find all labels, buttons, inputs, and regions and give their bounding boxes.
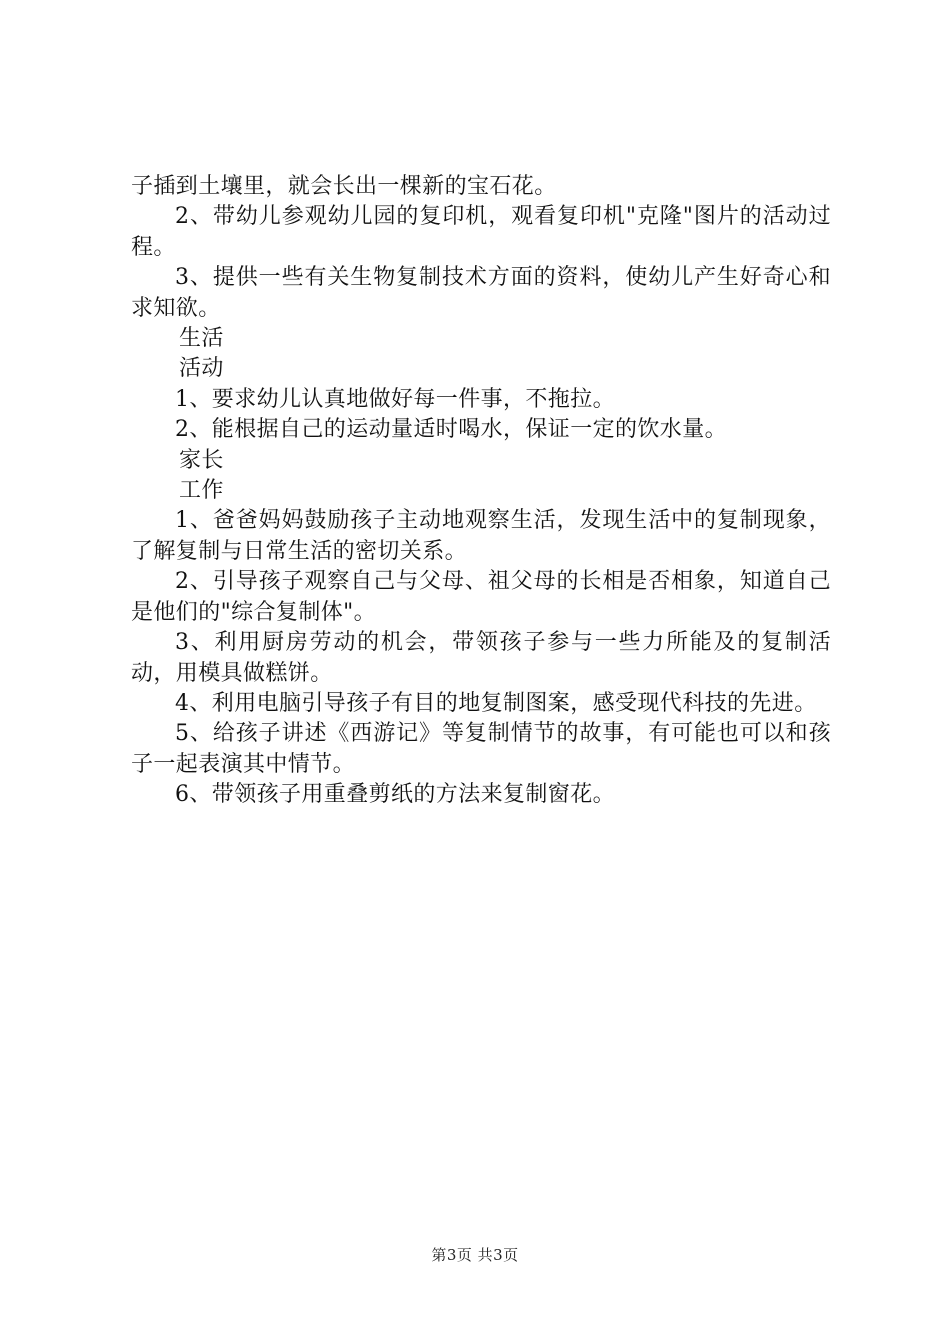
paragraph-parents-item-1: 1、爸爸妈妈鼓励孩子主动地观察生活，发现生活中的复制现象，了解复制与日常生活的密切关系。: [131, 508, 831, 564]
paragraph-continuation: 子插到土壤里，就会长出一棵新的宝石花。: [131, 174, 557, 199]
paragraph-item-2-copier: 2、带幼儿参观幼儿园的复印机，观看复印机"克隆"图片的活动过程。: [131, 204, 831, 260]
paragraph-item-3-materials: 3、提供一些有关生物复制技术方面的资料，使幼儿产生好奇心和求知欲。: [131, 265, 831, 321]
paragraph-parents-item-4: 4、利用电脑引导孩子有目的地复制图案，感受现代科技的先进。: [175, 690, 817, 716]
section-heading-work: 工作: [179, 478, 224, 504]
paragraph-life-item-1: 1、要求幼儿认真地做好每一件事，不拖拉。: [175, 386, 615, 412]
document-body: [131, 172, 831, 811]
paragraph-parents-item-3: 3、利用厨房劳动的机会，带领孩子参与一些力所能及的复制活动，用模具做糕饼。: [131, 630, 831, 686]
paragraph-parents-item-6: 6、带领孩子用重叠剪纸的方法来复制窗花。: [175, 782, 615, 808]
paragraph-parents-item-2: 2、引导孩子观察自己与父母、祖父母的长相是否相象，知道自己是他们的"综合复制体"。: [131, 569, 831, 625]
section-heading-life: 生活: [179, 326, 224, 352]
section-heading-parents: 家长: [179, 447, 224, 473]
section-heading-activity: 活动: [179, 356, 224, 382]
page-number-footer: 第3页 共3页: [431, 1246, 519, 1264]
paragraph-parents-item-5: 5、给孩子讲述《西游记》等复制情节的故事，有可能也可以和孩子一起表演其中情节。: [131, 721, 831, 777]
paragraph-life-item-2: 2、能根据自己的运动量适时喝水，保证一定的饮水量。: [175, 417, 727, 443]
